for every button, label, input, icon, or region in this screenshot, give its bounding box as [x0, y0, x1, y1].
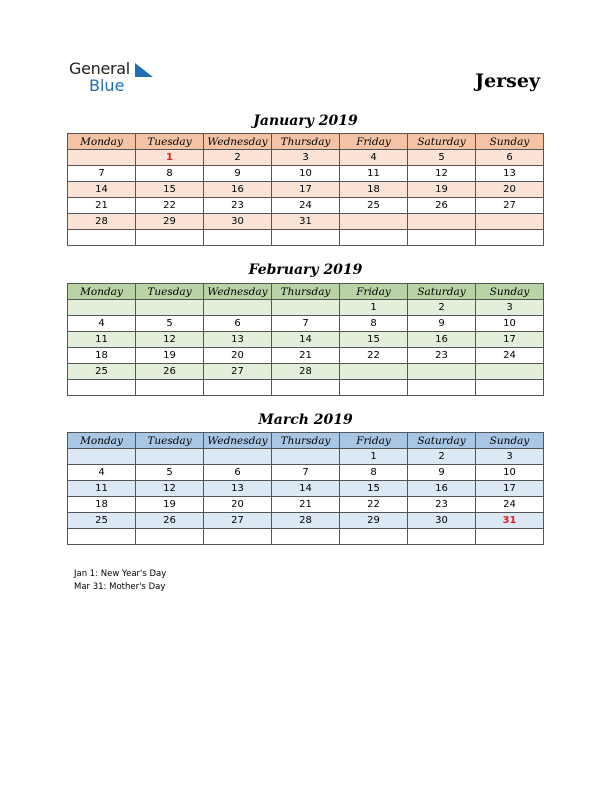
logo-text-blue: Blue	[89, 76, 125, 95]
weekday-header: Thursday	[272, 284, 340, 300]
day-cell: 21	[272, 348, 340, 364]
day-cell: 8	[340, 465, 408, 481]
weekday-header: Tuesday	[136, 433, 204, 449]
week-row	[68, 513, 544, 529]
day-cell	[204, 449, 272, 465]
week-row	[68, 364, 544, 380]
weekday-header: Tuesday	[136, 284, 204, 300]
day-cell	[136, 380, 204, 396]
day-cell	[68, 529, 136, 545]
day-cell: 20	[476, 182, 544, 198]
day-cell: 18	[68, 348, 136, 364]
day-cell: 25	[68, 364, 136, 380]
day-cell: 18	[68, 497, 136, 513]
day-cell	[408, 380, 476, 396]
weekday-header: Saturday	[408, 433, 476, 449]
day-cell: 3	[476, 300, 544, 316]
day-cell	[408, 230, 476, 246]
week-row	[68, 214, 544, 230]
week-row	[68, 380, 544, 396]
day-cell	[476, 230, 544, 246]
day-cell	[408, 529, 476, 545]
day-cell: 24	[476, 497, 544, 513]
weekday-header-row	[68, 284, 544, 300]
day-cell: 9	[408, 316, 476, 332]
day-cell: 11	[68, 332, 136, 348]
day-cell: 16	[408, 481, 476, 497]
day-cell: 12	[136, 332, 204, 348]
month-title-january: January 2019	[253, 113, 358, 129]
general-blue-logo	[69, 60, 130, 94]
week-row	[68, 348, 544, 364]
day-cell: 27	[204, 364, 272, 380]
day-cell: 25	[68, 513, 136, 529]
day-cell: 2	[408, 300, 476, 316]
day-cell: 23	[408, 497, 476, 513]
day-cell: 13	[204, 332, 272, 348]
day-cell: 28	[272, 513, 340, 529]
weekday-header: Wednesday	[204, 134, 272, 150]
day-cell	[204, 529, 272, 545]
week-row	[68, 198, 544, 214]
day-cell	[68, 150, 136, 166]
weekday-header: Friday	[340, 433, 408, 449]
day-cell: 2	[408, 449, 476, 465]
day-cell: 15	[340, 481, 408, 497]
weekday-header: Thursday	[272, 433, 340, 449]
day-cell: 25	[340, 198, 408, 214]
day-cell	[68, 380, 136, 396]
day-cell: 8	[340, 316, 408, 332]
day-cell	[136, 529, 204, 545]
day-cell: 4	[68, 465, 136, 481]
weekday-header: Tuesday	[136, 134, 204, 150]
day-cell	[340, 214, 408, 230]
day-cell: 20	[204, 497, 272, 513]
week-row	[68, 529, 544, 545]
day-cell: 27	[476, 198, 544, 214]
day-cell: 22	[136, 198, 204, 214]
week-row	[68, 230, 544, 246]
holiday-item: Mar 31: Mother's Day	[74, 582, 166, 592]
day-cell	[340, 529, 408, 545]
day-cell: 13	[476, 166, 544, 182]
day-cell	[136, 449, 204, 465]
weekday-header: Saturday	[408, 284, 476, 300]
day-cell: 19	[408, 182, 476, 198]
day-cell: 17	[476, 332, 544, 348]
day-cell: 26	[136, 513, 204, 529]
weekday-header: Wednesday	[204, 433, 272, 449]
week-row	[68, 182, 544, 198]
day-cell	[476, 529, 544, 545]
day-cell: 27	[204, 513, 272, 529]
day-cell	[204, 380, 272, 396]
day-cell	[272, 380, 340, 396]
day-cell: 30	[408, 513, 476, 529]
day-cell: 23	[204, 198, 272, 214]
day-cell: 8	[136, 166, 204, 182]
day-cell: 10	[476, 465, 544, 481]
day-cell: 2	[204, 150, 272, 166]
day-cell	[68, 230, 136, 246]
day-cell: 28	[68, 214, 136, 230]
week-row	[68, 449, 544, 465]
day-cell: 14	[272, 332, 340, 348]
logo-triangle-icon	[135, 63, 153, 77]
day-cell: 3	[476, 449, 544, 465]
day-cell: 10	[476, 316, 544, 332]
day-cell: 31	[476, 513, 544, 529]
day-cell: 4	[340, 150, 408, 166]
day-cell: 31	[272, 214, 340, 230]
day-cell: 17	[272, 182, 340, 198]
day-cell: 28	[272, 364, 340, 380]
day-cell: 14	[272, 481, 340, 497]
day-cell: 17	[476, 481, 544, 497]
day-cell	[136, 230, 204, 246]
day-cell: 20	[204, 348, 272, 364]
country-title: Jersey	[475, 70, 540, 92]
day-cell	[408, 364, 476, 380]
day-cell	[476, 214, 544, 230]
logo-text-general: General	[69, 59, 130, 78]
month-title-march: March 2019	[258, 412, 353, 428]
day-cell: 15	[136, 182, 204, 198]
day-cell: 24	[272, 198, 340, 214]
day-cell: 10	[272, 166, 340, 182]
weekday-header-row	[68, 433, 544, 449]
day-cell: 16	[408, 332, 476, 348]
day-cell: 29	[340, 513, 408, 529]
day-cell	[340, 230, 408, 246]
day-cell: 7	[68, 166, 136, 182]
day-cell	[272, 230, 340, 246]
day-cell	[408, 214, 476, 230]
day-cell: 6	[204, 465, 272, 481]
day-cell: 24	[476, 348, 544, 364]
weekday-header: Friday	[340, 284, 408, 300]
week-row	[68, 166, 544, 182]
day-cell	[272, 529, 340, 545]
day-cell: 9	[408, 465, 476, 481]
week-row	[68, 465, 544, 481]
weekday-header: Sunday	[476, 134, 544, 150]
day-cell: 29	[136, 214, 204, 230]
week-row	[68, 497, 544, 513]
calendar-march	[67, 432, 544, 545]
weekday-header: Thursday	[272, 134, 340, 150]
day-cell: 22	[340, 497, 408, 513]
day-cell: 12	[408, 166, 476, 182]
day-cell: 13	[204, 481, 272, 497]
day-cell	[476, 380, 544, 396]
holiday-item: Jan 1: New Year's Day	[74, 569, 167, 579]
day-cell: 21	[272, 497, 340, 513]
weekday-header: Sunday	[476, 433, 544, 449]
holiday-list	[74, 568, 166, 594]
calendar-february	[67, 283, 544, 396]
day-cell: 5	[136, 316, 204, 332]
day-cell: 19	[136, 348, 204, 364]
day-cell: 19	[136, 497, 204, 513]
day-cell	[340, 380, 408, 396]
day-cell: 1	[136, 150, 204, 166]
day-cell	[272, 300, 340, 316]
weekday-header: Wednesday	[204, 284, 272, 300]
day-cell	[136, 300, 204, 316]
day-cell: 11	[68, 481, 136, 497]
weekday-header: Monday	[68, 284, 136, 300]
month-title-february: February 2019	[248, 262, 363, 278]
week-row	[68, 150, 544, 166]
weekday-header: Friday	[340, 134, 408, 150]
day-cell: 26	[136, 364, 204, 380]
weekday-header: Monday	[68, 134, 136, 150]
weekday-header: Saturday	[408, 134, 476, 150]
day-cell	[204, 300, 272, 316]
day-cell	[340, 364, 408, 380]
day-cell: 5	[408, 150, 476, 166]
day-cell: 22	[340, 348, 408, 364]
day-cell: 4	[68, 316, 136, 332]
week-row	[68, 481, 544, 497]
day-cell: 1	[340, 300, 408, 316]
day-cell	[272, 449, 340, 465]
day-cell: 3	[272, 150, 340, 166]
day-cell: 6	[476, 150, 544, 166]
day-cell: 1	[340, 449, 408, 465]
calendar-january	[67, 133, 544, 246]
day-cell: 16	[204, 182, 272, 198]
day-cell: 7	[272, 465, 340, 481]
day-cell: 30	[204, 214, 272, 230]
day-cell: 14	[68, 182, 136, 198]
day-cell: 21	[68, 198, 136, 214]
day-cell: 12	[136, 481, 204, 497]
weekday-header: Monday	[68, 433, 136, 449]
day-cell: 6	[204, 316, 272, 332]
day-cell	[68, 300, 136, 316]
day-cell: 23	[408, 348, 476, 364]
day-cell	[204, 230, 272, 246]
day-cell: 5	[136, 465, 204, 481]
day-cell	[68, 449, 136, 465]
week-row	[68, 332, 544, 348]
week-row	[68, 316, 544, 332]
day-cell: 26	[408, 198, 476, 214]
day-cell: 15	[340, 332, 408, 348]
weekday-header-row	[68, 134, 544, 150]
week-row	[68, 300, 544, 316]
day-cell: 9	[204, 166, 272, 182]
day-cell: 18	[340, 182, 408, 198]
day-cell: 11	[340, 166, 408, 182]
day-cell	[476, 364, 544, 380]
weekday-header: Sunday	[476, 284, 544, 300]
day-cell: 7	[272, 316, 340, 332]
